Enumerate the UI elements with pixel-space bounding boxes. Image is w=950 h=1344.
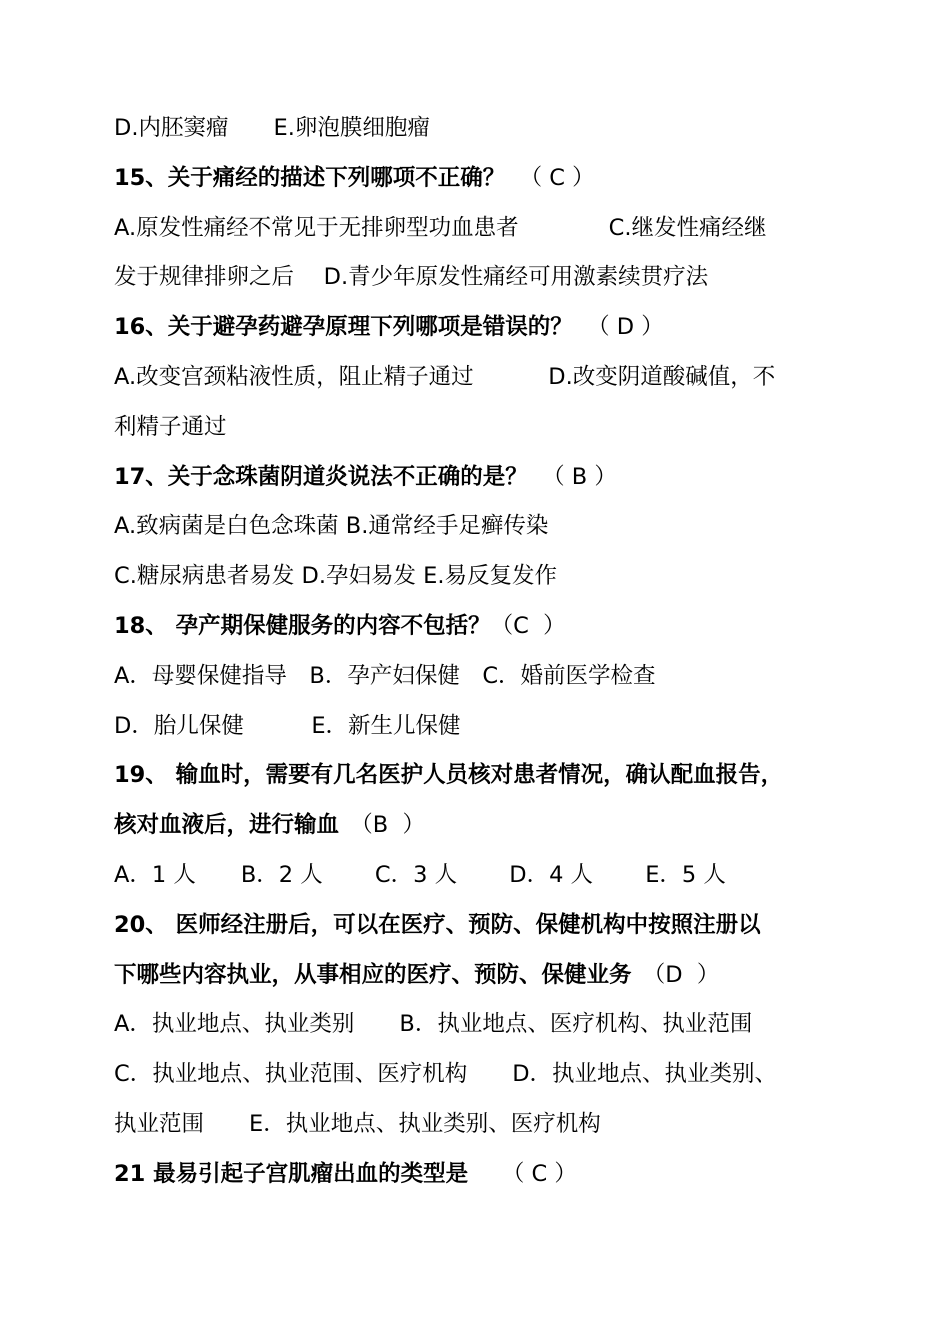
question-20-cont: 下哪些内容执业，从事相应的医疗、预防、保健业务 （D ）	[114, 961, 720, 988]
option-line: A.致病菌是白色念珠菌 B.通常经手足癣传染	[114, 513, 549, 540]
question-17: 17、关于念珠菌阴道炎说法不正确的是？ （ B ）	[114, 463, 617, 490]
question-16: 16、关于避孕药避孕原理下列哪项是错误的？ （ D ）	[114, 314, 664, 341]
question-19-cont: 核对血液后，进行输血 （B ）	[114, 812, 426, 839]
answer-19: （B ）	[339, 812, 426, 839]
answer-15: （ C ）	[505, 164, 595, 191]
option-line: D．胎儿保健 E．新生儿保健	[114, 712, 461, 739]
option-line: 执业范围 E．执业地点、执业类别、医疗机构	[114, 1110, 601, 1137]
question-19: 19、 输血时，需要有几名医护人员核对患者情况，确认配血报告，	[114, 762, 784, 789]
answer-18: （C ）	[490, 612, 566, 639]
option-line: A．执业地点、执业类别 B．执业地点、医疗机构、执业范围	[114, 1011, 753, 1038]
document-page	[114, 104, 864, 1200]
option-line: A．1 人 B．2 人 C．3 人 D．4 人 E．5 人	[114, 861, 726, 888]
question-15: 15、关于痛经的描述下列哪项不正确？ （ C ）	[114, 164, 595, 191]
option-line: C.糖尿病患者易发 D.孕妇易发 E.易反复发作	[114, 563, 558, 590]
question-21: 21 最易引起子宫肌瘤出血的类型是 （ C ）	[114, 1160, 577, 1187]
answer-17: （ B ）	[527, 463, 617, 490]
answer-16: （ D ）	[572, 314, 664, 341]
option-line: D.内胚窦瘤 E.卵泡膜细胞瘤	[114, 115, 430, 141]
answer-20: （D ）	[631, 961, 720, 988]
question-20: 20、 医师经注册后，可以在医疗、预防、保健机构中按照注册以	[114, 911, 761, 938]
option-line: 利精子通过	[114, 413, 227, 440]
option-line: C．执业地点、执业范围、医疗机构 D．执业地点、执业类别、	[114, 1061, 778, 1088]
option-line: 发于规律排卵之后 D.青少年原发性痛经可用激素续贯疗法	[114, 264, 709, 291]
answer-21: （ C ）	[468, 1160, 577, 1187]
option-line: A.改变宫颈粘液性质，阻止精子通过 D.改变阴道酸碱值，不	[114, 363, 776, 390]
option-line: A.原发性痛经不常见于无排卵型功血患者 C.继发性痛经继	[114, 214, 767, 241]
option-line: A．母婴保健指导 B．孕产妇保健 C．婚前医学检查	[114, 662, 656, 689]
question-18: 18、 孕产期保健服务的内容不包括？（C ）	[114, 612, 566, 639]
